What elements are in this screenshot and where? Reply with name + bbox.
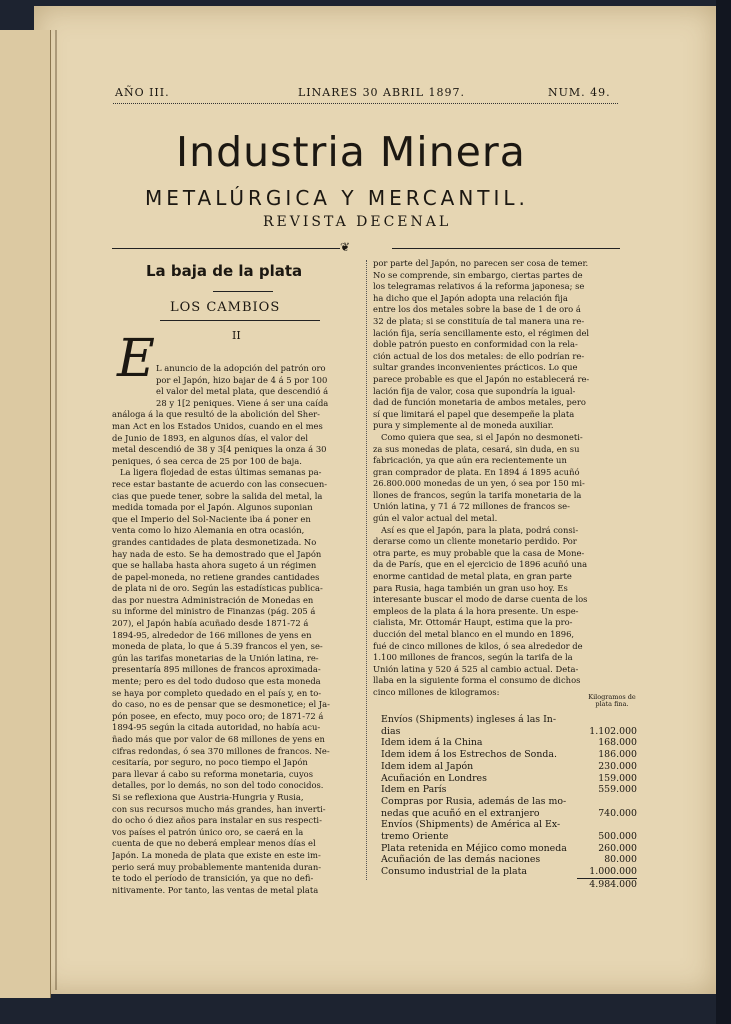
section-rule xyxy=(160,320,320,321)
text-line: 207), el Japón había acuñado desde 1871-72 á xyxy=(112,618,309,629)
text-line: cesitaría, por seguro, no poco tiempo el Japón xyxy=(112,757,308,768)
ornament-rule-left xyxy=(112,248,340,249)
row-label: tremo Oriente xyxy=(381,831,449,843)
text-line: lación fija de valor, cosa que supondría la igual- xyxy=(373,385,576,396)
text-line: con sus recursos mucho más grandes, han inverti- xyxy=(112,803,326,814)
text-line: cialista, Mr. Ottomár Haupt, estima que la pro- xyxy=(373,617,573,628)
text-line: para Rusia, haga también un gran uso hoy. Es xyxy=(373,582,568,593)
row-label: Consumo industrial de la plata xyxy=(381,866,527,878)
text-line: L anuncio de la adopción del patrón oro xyxy=(156,363,326,373)
text-line: Así es que el Japón, para la plata, podrá consi- xyxy=(381,524,579,535)
text-line: 1894-95 según la citada autoridad, no había acu- xyxy=(112,722,321,733)
section-heading: LOS CAMBIOS xyxy=(170,300,281,315)
row-label: Plata retenida en Méjico como moneda xyxy=(381,842,567,854)
row-value: 559.000 xyxy=(598,784,637,796)
table-row xyxy=(381,819,637,831)
text-line: No se comprende, sin embargo, ciertas partes de xyxy=(373,269,583,280)
text-line: ción actual de los dos metales: de ello podrían re- xyxy=(373,350,585,361)
row-value xyxy=(585,819,637,831)
row-label: Idem idem á la China xyxy=(381,737,483,749)
text-line: La ligera flojedad de estas últimas semanas pa- xyxy=(120,467,322,478)
ornament-rule-right xyxy=(392,248,620,249)
text-line: Japón. La moneda de plata que existe en este im- xyxy=(112,849,321,860)
text-line: llones de francos, según la tarifa monetaria de la xyxy=(373,489,582,500)
table-row xyxy=(381,866,637,878)
row-value: 1.102.000 xyxy=(589,725,637,737)
row-value: 260.000 xyxy=(598,842,637,854)
text-line: se haya por completo quedado en el país y, en to- xyxy=(112,687,322,698)
table-row xyxy=(381,749,637,761)
dropcap-letter: E xyxy=(117,329,155,389)
text-line: por parte del Japón, no parecen ser cosa de temer. xyxy=(373,258,589,268)
text-line: pón posee, en efecto, muy poco oro; de 1871-72 á xyxy=(112,710,324,721)
text-line: su informe del ministro de Finanzas (pág. 205 á xyxy=(112,606,316,617)
text-line: los telegramas relativos á la reforma japonesa; se xyxy=(373,281,585,292)
row-value: 186.000 xyxy=(598,749,637,761)
text-line: za sus monedas de plata, cesará, sin duda, en su xyxy=(373,443,580,454)
text-line: do caso, no es de pensar que se desmonetice; el Ja- xyxy=(112,699,330,710)
text-line: de papel-moneda, no retiene grandes cantidades xyxy=(112,571,320,582)
text-line: sí que limitará el papel que desempeñe la plata xyxy=(373,408,575,419)
text-line: derarse como un cliente monetario perdido. Por xyxy=(373,536,577,547)
text-line: llaba en la siguiente forma el consumo de dichos xyxy=(373,675,581,686)
text-line: que se hallaba hasta ahora sugeto á un régimen xyxy=(112,560,317,571)
right-column xyxy=(373,258,633,699)
table-row xyxy=(381,737,637,749)
text-line: metal descendió de 38 y 3[4 peniques la onza á 30 xyxy=(112,444,327,455)
text-line: entre los dos metales sobre la base de 1 de oro á xyxy=(373,304,581,315)
row-value xyxy=(585,796,637,808)
text-line: gún las tarifas monetarias de la Unión latina, re- xyxy=(112,652,319,663)
text-line: man Act en los Estados Unidos, cuando en el mes xyxy=(112,420,323,431)
text-line: Como quiera que sea, si el Japón no desmoneti- xyxy=(381,431,583,442)
previous-page-edge xyxy=(0,30,51,998)
text-line: cinco millones de kilogramos: xyxy=(373,686,500,697)
row-value: 740.000 xyxy=(598,807,637,819)
text-line: 1894-95, alrededor de 166 millones de yens en xyxy=(112,629,312,640)
text-line: nitivamente. Por tanto, las ventas de metal plata xyxy=(112,884,319,895)
header-rule xyxy=(113,103,618,104)
text-line: perio será muy probablemente mantenida duran- xyxy=(112,861,322,872)
text-line: 28 y 1[2 peniques. Viene á ser una caída xyxy=(156,397,329,408)
table-row xyxy=(381,726,637,738)
column-divider xyxy=(366,260,367,880)
text-line: cuenta de que no deberá emplear menos días el xyxy=(112,838,316,849)
text-line: rece estar bastante de acuerdo con las consecuen- xyxy=(112,478,328,489)
row-label: Compras por Rusia, además de las mo- xyxy=(381,795,567,807)
text-line: hay nada de esto. Se ha demostrado que el Japón xyxy=(112,548,322,559)
year-label: AÑO III. xyxy=(115,86,170,99)
text-line: moneda de plata, lo que á 5.39 francos el yen, se- xyxy=(112,641,323,652)
text-line: grandes cantidades de plata desmonetizada. No xyxy=(112,536,317,547)
text-line: mente; pero es del todo dudoso que esta moneda xyxy=(112,676,321,687)
text-line: ha dicho que el Japón adopta una relación fija xyxy=(373,292,568,303)
text-line: ducción del metal blanco en el mundo en 1896, xyxy=(373,629,575,639)
text-line: do ocho ó diez años para instalar en sus respecti- xyxy=(112,815,322,826)
row-label: Acuñación en Londres xyxy=(381,772,487,784)
text-line: enorme cantidad de metal plata, en gran parte xyxy=(373,571,572,582)
page-fold xyxy=(55,30,57,990)
text-line: ñado más que por valor de 68 millones de yens en xyxy=(112,734,325,744)
row-label: Idem idem á los Estrechos de Sonda. xyxy=(381,749,557,761)
text-line: fabricación, ya que aún era recientemente un xyxy=(373,455,567,466)
text-line: pura y simplemente al de moneda auxiliar. xyxy=(373,420,554,431)
text-line: lación fija, sería sencillamente esto, el régimen del xyxy=(373,327,590,338)
text-line: dad de función monetaria de ambos metales, pero xyxy=(373,397,586,408)
row-value: 159.000 xyxy=(598,772,637,784)
left-column xyxy=(112,363,362,896)
text-line: empleos de la plata á la hora presente. Un espe- xyxy=(373,605,579,616)
text-line: Unión latina y 520 á 525 al cambio actual. Deta- xyxy=(373,663,579,674)
masthead-subtitle: METALÚRGICA Y MERCANTIL. xyxy=(145,186,529,210)
issue-number: NUM. 49. xyxy=(548,86,611,99)
text-line: vos países el patrón único oro, se caerá en la xyxy=(112,826,304,837)
masthead-title: Industria Minera xyxy=(176,128,526,176)
text-line: cifras redondas, ó sea 370 millones de francos. Ne- xyxy=(112,745,330,756)
title-rule xyxy=(213,291,273,292)
text-line: análoga á la que resultó de la abolición del Sher- xyxy=(112,409,320,420)
row-value xyxy=(585,714,637,726)
row-value: 230.000 xyxy=(598,760,637,772)
text-line: 1.100 millones de francos, según la tarifa de la xyxy=(373,652,573,663)
table-row xyxy=(381,854,637,866)
text-line: das por nuestra Administración de Monedas en xyxy=(112,594,314,605)
text-line: interesante buscar el modo de darse cuenta de los xyxy=(373,594,588,605)
article-title: La baja de la plata xyxy=(146,262,303,280)
text-line: de Junio de 1893, en algunos días, el valor del xyxy=(112,432,309,443)
text-line: 26.800.000 monedas de un yen, ó sea por 150 mi- xyxy=(373,478,585,489)
text-line: venta como lo hizo Alemania en otra ocasión, xyxy=(112,525,305,536)
text-line: doble patrón puesto en conformidad con la rela- xyxy=(373,339,578,350)
ornament-icon: ❦ xyxy=(340,240,351,254)
masthead-tagline: REVISTA DECENAL xyxy=(263,214,452,230)
background-edge xyxy=(716,0,731,1024)
text-line: te todo el período de transición, ya que no defi- xyxy=(112,873,314,884)
text-line: de plata ni de oro. Según las estadísticas publica- xyxy=(112,583,323,594)
row-value: 500.000 xyxy=(598,831,637,843)
text-line: gran comprador de plata. En 1894 á 1895 acuñó xyxy=(373,466,580,477)
part-number: II xyxy=(232,329,241,342)
table-row xyxy=(381,761,637,773)
row-label: nedas que acuñó en el extranjero xyxy=(381,807,540,819)
table-row xyxy=(381,808,637,820)
text-line: sultar grandes inconvenientes prácticos. Lo que xyxy=(373,362,578,373)
row-value: 1.000.000 xyxy=(589,866,637,878)
text-line: por el Japón, hizo bajar de 4 á 5 por 100 xyxy=(156,374,328,385)
text-line: gún el valor actual del metal. xyxy=(373,513,498,524)
row-label: Idem idem al Japón xyxy=(381,760,474,772)
table-total xyxy=(577,878,637,891)
text-line: cias que puede tener, sobre la salida del metal, la xyxy=(112,490,323,501)
table-row xyxy=(381,831,637,843)
text-line: fué de cinco millones de kilos, ó sea alrededor de xyxy=(373,640,583,651)
row-label: Acuñación de las demás naciones xyxy=(381,854,541,866)
table-row xyxy=(381,843,637,855)
date-label: LINARES 30 ABRIL 1897. xyxy=(298,86,466,99)
silver-consumption-table xyxy=(381,714,637,891)
table-row xyxy=(381,784,637,796)
row-value: 168.000 xyxy=(598,737,637,749)
text-line: para llevar á cabo su reforma monetaria, cuyos xyxy=(112,768,314,779)
table-row xyxy=(381,714,637,726)
text-line: que el Imperio del Sol-Naciente iba á poner en xyxy=(112,513,311,524)
total-value: 4.984.000 xyxy=(589,878,637,890)
row-label: Envíos (Shipments) de América al Ex- xyxy=(381,819,561,831)
text-line: el valor del metal plata, que descendió á xyxy=(156,386,329,397)
table-row xyxy=(381,796,637,808)
row-label: Envíos (Shipments) ingleses á las In- xyxy=(381,714,557,725)
row-label: dias xyxy=(381,725,401,737)
text-line: detalles, por lo demás, no son del todo conocidos. xyxy=(112,780,324,791)
text-line: presentaría 895 millones de francos aproximada- xyxy=(112,664,321,675)
text-line: da de París, que en el ejercicio de 1896 acuñó una xyxy=(373,559,588,570)
text-line: peniques, ó sea cerca de 25 por 100 de baja. xyxy=(112,455,302,466)
text-line: Si se reflexiona que Austria-Hungria y Rusia, xyxy=(112,791,304,802)
table-row xyxy=(381,773,637,785)
text-line: parece probable es que el Japón no establecerá re- xyxy=(373,373,590,384)
row-label: Idem en París xyxy=(381,784,447,796)
table-header: Kilogramos de plata fina. xyxy=(588,693,636,708)
row-value: 80.000 xyxy=(604,854,637,866)
text-line: otra parte, es muy probable que la casa de Mone- xyxy=(373,547,585,558)
text-line: Unión latina, y 71 á 72 millones de francos se- xyxy=(373,501,570,512)
text-line: medida tomada por el Japón. Algunos suponian xyxy=(112,502,313,513)
text-line: 32 de plata; si se constituía de tal manera una re- xyxy=(373,315,585,326)
